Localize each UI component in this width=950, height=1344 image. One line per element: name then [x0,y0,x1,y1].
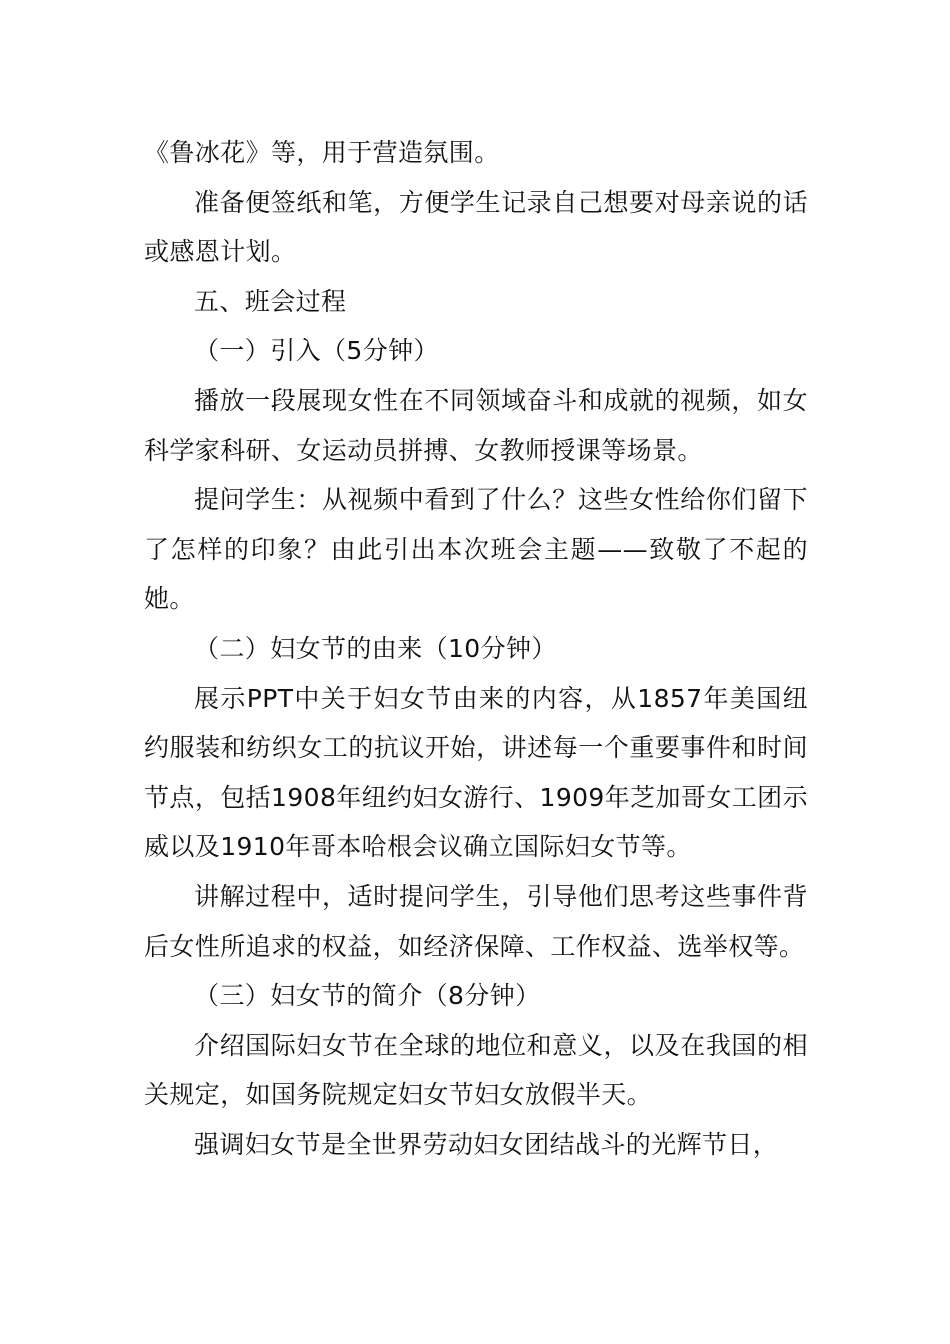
paragraph-questions: 提问学生：从视频中看到了什么？这些女性给你们留下了怎样的印象？由此引出本次班会主题——致敬了不起的她。 [144,485,808,614]
paragraph-emphasis: 强调妇女节是全世界劳动妇女团结战斗的光辉节日， [194,1129,779,1159]
paragraph-origin-history: 展示PPT中关于妇女节由来的内容，从1857年美国纽约服装和纺织女工的抗议开始，讲述每一个重要事件和时间节点，包括1908年纽约妇女游行、1909年芝加哥女工团示威以及1910年哥本哈根会议确立国际妇女节等。 [144,683,808,862]
subsection-heading-intro: （一）引入（5分钟） [194,336,439,366]
paragraph-significance: 介绍国际妇女节在全球的地位和意义，以及在我国的相关规定，如国务院规定妇女节妇女放假半天。 [144,1030,808,1110]
section-heading-process: 五、班会过程 [194,286,347,316]
subsection-heading-origin: （二）妇女节的由来（10分钟） [194,633,557,663]
paragraph-materials: 准备便签纸和笔，方便学生记录自己想要对母亲说的话或感恩计划。 [144,187,808,267]
document-body [144,128,808,1169]
paragraph-explanation: 讲解过程中，适时提问学生，引导他们思考这些事件背后女性所追求的权益，如经济保障、工作权益、选举权等。 [144,881,808,961]
paragraph-video: 播放一段展现女性在不同领域奋斗和成就的视频，如女科学家科研、女运动员拼搏、女教师授课等场景。 [144,385,808,465]
paragraph-continuation: 《鲁冰花》等，用于营造氛围。 [144,138,500,167]
subsection-heading-summary: （三）妇女节的简介（8分钟） [194,981,541,1011]
